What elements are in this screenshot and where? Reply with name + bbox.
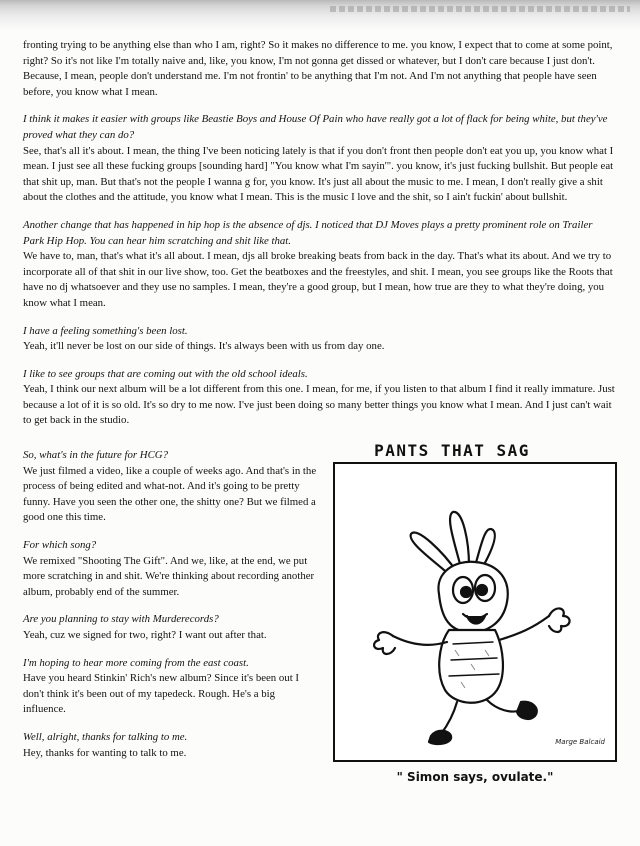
question-text: I like to see groups that are coming out with the old school ideals. [23, 367, 308, 380]
comic-panel [333, 462, 617, 762]
qa-block [23, 538, 320, 600]
qa-block [23, 38, 615, 100]
interview-top-column [23, 38, 615, 441]
qa-block [23, 367, 615, 429]
question-text: Another change that has happened in hip hop is the absence of djs. I noticed that DJ Moves plays a pretty prominent role on Trailer Park Hip Hop. You can hear him scratching and shit like that. [23, 218, 593, 247]
comic-caption: " Simon says, ovulate." [396, 770, 554, 784]
answer-text: We remixed "Shooting The Gift". And we, like, at the end, we put more scratching in and shit. We're thinking about recording another album, probably end of the summer. [23, 554, 315, 598]
qa-block [23, 448, 320, 526]
interview-left-column [23, 448, 320, 773]
answer-text: Have you heard Stinkin' Rich's new album? Since it's been out I don't think it's been out of my tapedeck. Rough. He's a big influence. [23, 672, 300, 716]
question-text: So, what's in the future for HCG? [23, 449, 168, 461]
top-bleed-through [0, 0, 640, 30]
answer-text: Yeah, cuz we signed for two, right? I want out after that. [23, 628, 267, 641]
cartoon-character-illustration [335, 464, 615, 760]
answer-text: We just filmed a video, like a couple of weeks ago. And that's in the process of being edited and what-not. And it's going to be pretty funny. Have you seen the other one, the shitty one? But we filmed a good one this time. [23, 464, 317, 524]
answer-text: We have to, man, that's what it's all about. I mean, djs all broke breaking beats from back in the day. That's what its about. And we try to incorporate all of that shit in our live show, too. Get the beatboxes and the freestyles, and shit. I mean, you see groups like the Roots that have no dj whatsoever and they use no samples. I mean, they're a good group, but I mean, how true are they to what they're doing, you know what I mean. [23, 250, 613, 309]
answer-text: Hey, thanks for wanting to talk to me. [23, 746, 187, 759]
question-text: I'm hoping to hear more coming from the east coast. [23, 656, 249, 669]
qa-block [23, 730, 320, 761]
qa-block [23, 112, 615, 206]
question-text: I have a feeling something's been lost. [23, 324, 188, 337]
question-text: Well, alright, thanks for talking to me. [23, 730, 188, 743]
answer-text: Yeah, it'll never be lost on our side of things. It's always been with us from day one. [23, 340, 385, 353]
question-text: Are you planning to stay with Murderecords? [23, 613, 219, 626]
qa-block [23, 612, 320, 643]
answer-text: fronting trying to be anything else than who I am, right? So it makes no difference to me. you know, I expect that to come at some point, right? So it's not like I'm totally naive and, like, you know, I'm not gonna get dissed or whatever, but I don't care because I just don't. Because, I mean, people don't understand me. I'm not frontin' to be anything that I'm not. And I'm not anything that people have seen before, you know what I mean. [23, 39, 613, 98]
bleed-through-text [330, 6, 630, 12]
question-text: I think it makes it easier with groups like Beastie Boys and House Of Pain who have really got a lot of flack for being white, but they've proved what they can do? [23, 113, 608, 141]
artist-signature: Marge Balcaid [555, 738, 605, 746]
qa-block [23, 656, 320, 718]
qa-block [23, 218, 615, 312]
question-text: For which song? [23, 538, 97, 551]
qa-block [23, 324, 615, 355]
answer-text: Yeah, I think our next album will be a lot different from this one. I mean, for me, if you listen to that album I find it really immature. Just because a lot of it is so old. It's so dry to me now. I've just been doing so many better things you know what I mean. And I just can't wait to get back in the studio. [23, 383, 615, 427]
comic-title: PANTS THAT SAG [374, 441, 530, 460]
answer-text: See, that's all it's about. I mean, the thing I've been noticing lately is that if you don't front then people don't eat you up, you know what I mean. I just see all these fucking groups [sounding hard] "You know what I'm sayin'". you know, it's just fucking bullshit. But people eat that shit up, man. But that's not the people I wanna g for, you know. It's just all about the music to me. I mean, I don't really give a shit about the clothes and the attitude, you know what I mean. This is the music I love and the shit, so I ain't fuckin' about bullshit. [23, 144, 614, 204]
